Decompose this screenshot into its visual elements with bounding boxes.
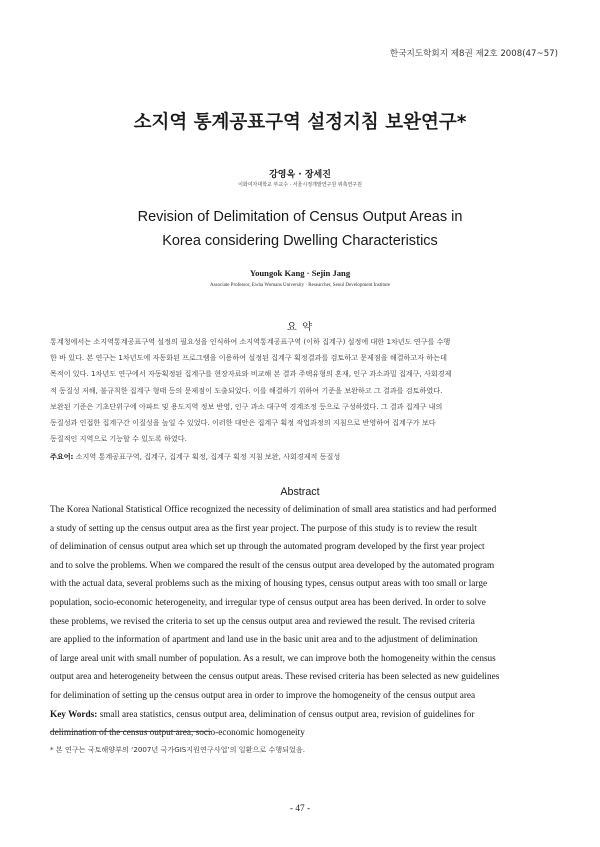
affiliation-korean: 이화여자대학교 부교수 · 서울시정개발연구원 위촉연구원	[238, 182, 362, 188]
abstract-english-line: of large areal unit with small number of population. As a result, we can improve both the homogeneity within the census	[50, 653, 496, 664]
abstract-english-line: for delimination of setting up the census output area in order to improve the homogeneity of the census output area	[50, 690, 476, 701]
abstract-english	[50, 501, 550, 743]
journal-header: 한국지도학회지 제8권 제2호 2008(47~57)	[389, 49, 558, 59]
abstract-korean-line: 동질성과 인접한 집계구간 이질성을 높일 수 있었다. 이러한 대안은 집계구 획정 작업과정의 지침으로 반영하여 집계구가 보다	[50, 418, 436, 428]
abstract-english-heading: Abstract	[280, 486, 320, 498]
footnote: * 본 연구는 국토해양부의 ‘2007년 국가GIS지원연구사업’의 일환으로 수행되었음.	[50, 745, 305, 754]
keywords-korean-label: 주요어:	[50, 452, 74, 461]
abstract-english-line: output area and heterogeneity between the census output areas. These revised criteria has been selected as new guidelines	[50, 672, 500, 683]
abstract-english-line: population, socio-economic heterogeneity, and irregular type of census output area has been derived. In order to solve	[50, 597, 486, 608]
affiliation-english: Associate Professor, Ewha Womans University · Researcher, Seoul Development Institute	[209, 283, 391, 288]
abstract-korean-line: 한 바 있다. 본 연구는 1차년도에 자동화된 프로그램을 이용하여 설정된 집계구 획정결과를 검토하고 문제점을 해결하고자 하는데	[50, 353, 447, 363]
abstract-korean-line: 목적이 있다. 1차년도 연구에서 자동획정된 집계구를 현장자료와 비교해 본 결과 주택유형의 혼재, 인구 과소과밀 집계구, 사회경제	[50, 369, 452, 379]
abstract-korean-line: 보완된 기준은 기초단위구에 아파트 및 용도지역 정보 반영, 인구 과소 대구역 경계조정 등으로 구성하였다. 그 결과 집계구 내의	[50, 401, 443, 411]
authors-english: Youngok Kang · Sejin Jang	[249, 268, 351, 278]
title-english-line-2: Korea considering Dwelling Characteristics	[162, 233, 438, 249]
abstract-korean-heading: 요 약	[286, 321, 314, 333]
abstract-korean-line: 통계청에서는 소지역통계공표구역 설정의 필요성을 인식하여 소지역통계공표구역 (이하 집계구) 설정에 대한 1차년도 연구를 수행	[50, 337, 451, 346]
authors-korean: 강영옥 · 장세진	[269, 170, 331, 180]
keywords-korean-list: 소지역 통계공표구역, 집계구, 집계구 획정, 집계구 획정 지침 보완, 사회경제적 동질성	[73, 452, 341, 461]
keywords-english	[50, 706, 550, 725]
abstract-english-line: are applied to the information of apartment and land use in the basic unit area and to the adjustment of delimination	[50, 635, 478, 646]
abstract-english-line: of delimination of census output area which set up through the automated program developed by the first year project	[50, 542, 485, 553]
title-english-line-1: Revision of Delimitation of Census Output Areas in	[137, 209, 463, 225]
abstract-english-line: The Korea National Statistical Office recognized the necessity of delimination of small area statistics and had performed	[50, 505, 497, 515]
title-korean: 소지역 통계공표구역 설정지침 보완연구*	[133, 112, 467, 133]
keywords-english-continued: delimination of the census output area, socio-economic homogeneity	[50, 728, 305, 739]
abstract-korean-line: 동질적인 지역으로 기능할 수 있도록 하였다.	[50, 434, 187, 444]
abstract-english-line: a study of setting up the census output area as the first year project. The purpose of this study is to review the result	[50, 523, 477, 534]
keywords-english-label: Key Words:	[50, 709, 98, 720]
abstract-korean	[50, 334, 550, 447]
footnote-divider	[50, 731, 212, 732]
keywords-korean	[50, 449, 550, 465]
abstract-korean-line: 적 동질성 저해, 불규칙한 집계구 형태 등의 문제점이 도출되었다. 이를 해결하기 위하여 기준을 보완하고 그 결과를 검토하였다.	[50, 385, 443, 395]
page-number: - 47 -	[289, 804, 311, 814]
abstract-english-line: with the actual data, several problems such as the mixing of housing types, census output areas with too small or large	[50, 579, 488, 590]
abstract-english-line: these problems, we revised the criteria to set up the census output area and reviewed the result. The revised criteria	[50, 616, 475, 627]
title-english	[0, 205, 600, 253]
keywords-english-list: small area statistics, census output area, delimination of census output area, revision of guidelines for	[97, 709, 475, 720]
abstract-english-line: and to solve the problems. When we compared the result of the census output area developed by the automated program	[50, 560, 495, 571]
